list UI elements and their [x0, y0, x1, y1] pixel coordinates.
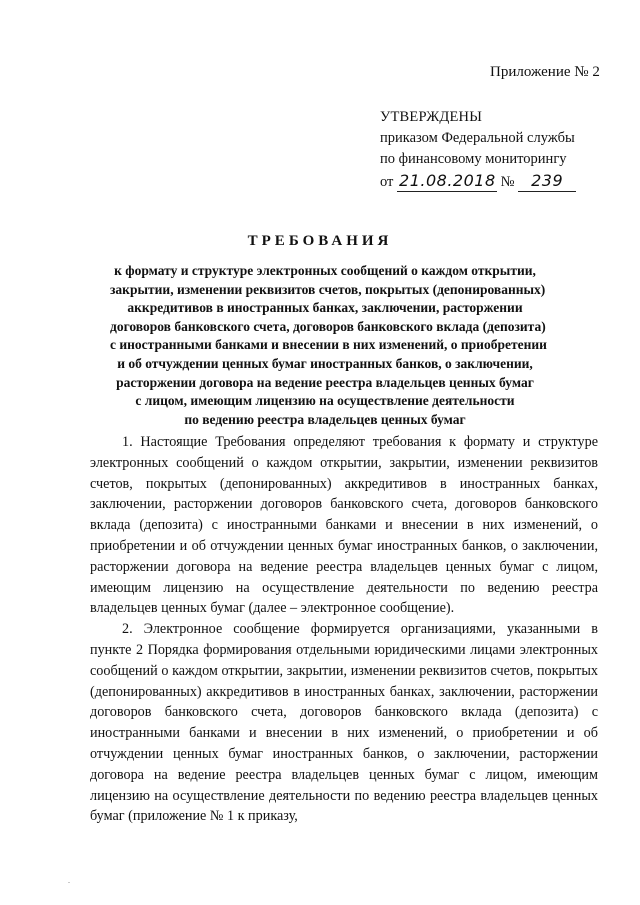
subtitle-line: к формату и структуре электронных сообщений о каждом открытии, — [114, 263, 536, 278]
order-number-prefix: № — [500, 174, 515, 190]
subtitle-line: аккредитивов в иностранных банках, заключении, расторжении — [127, 300, 523, 316]
approved-title: УТВЕРЖДЕНЫ — [380, 109, 483, 125]
order-number: 239 — [518, 170, 576, 192]
approval-block — [380, 107, 620, 193]
order-line — [380, 170, 620, 193]
subtitle-line: с иностранными банками и внесении в них изменений, о приобретении — [110, 337, 547, 353]
document-body — [90, 432, 598, 827]
order-date: 21.08.2018 — [399, 171, 496, 190]
subtitle-line: с лицом, имеющим лицензию на осуществление деятельности — [135, 393, 515, 409]
subtitle-line: расторжении договора на ведение реестра владельцев ценных бумаг — [116, 374, 534, 390]
document-title: ТРЕБОВАНИЯ — [247, 233, 393, 249]
subtitle-line: закрытии, изменении реквизитов счетов, покрытых (депонированных) — [110, 281, 546, 297]
appendix-label: Приложение № 2 — [490, 64, 600, 80]
subtitle-line: и об отчуждении ценных бумаг иностранных банков, о заключении, — [117, 355, 533, 371]
approved-line-2: по финансовому мониторингу — [380, 151, 567, 167]
scan-mark: . — [68, 876, 70, 885]
paragraph-2: 2. Электронное сообщение формируется организациями, указанными в пункте 2 Порядка формирования отдельными юридическими лицами электронных сообщений о каждом открытии, закрытии, изменении реквизитов счетов, покрытых (депонированных) аккредитивов в иностранных банках, заключении, расторжении договоров банковского счета, договоров банковского вклада (депозита) с иностранными банками и внесении в них изменений, о приобретении и об отчуждении ценных бумаг иностранных банков, о заключении, расторжении договора на ведение реестра владельцев ценных бумаг с лицом, имеющим лицензию на осуществление деятельности по ведению реестра владельцев ценных бумаг (приложение № 1 к приказу, — [90, 621, 598, 825]
paragraph-1: 1. Настоящие Требования определяют требования к формату и структуре электронных сообщений о каждом открытии, закрытии, изменении реквизитов счетов, покрытых (депонированных) аккредитивов в иностранных банках, заключении, расторжении договоров банковского счета, договоров банковского вклада (депозита) с иностранными банками и внесении в них изменений, о приобретении и об отчуждении ценных бумаг иностранных банков, о заключении, расторжении договора на ведение реестра владельцев ценных бумаг с лицом, имеющим лицензию на осуществление деятельности по ведению реестра владельцев ценных бумаг (далее – электронное сообщение). — [90, 434, 598, 617]
subtitle-line: по ведению реестра владельцев ценных бумаг — [184, 411, 466, 427]
subtitle-line: договоров банковского счета, договоров банковского вклада (депозита) — [110, 318, 546, 334]
approved-line-1: приказом Федеральной службы — [380, 130, 575, 146]
document-subtitle — [110, 262, 547, 429]
order-prefix: от — [380, 174, 394, 190]
